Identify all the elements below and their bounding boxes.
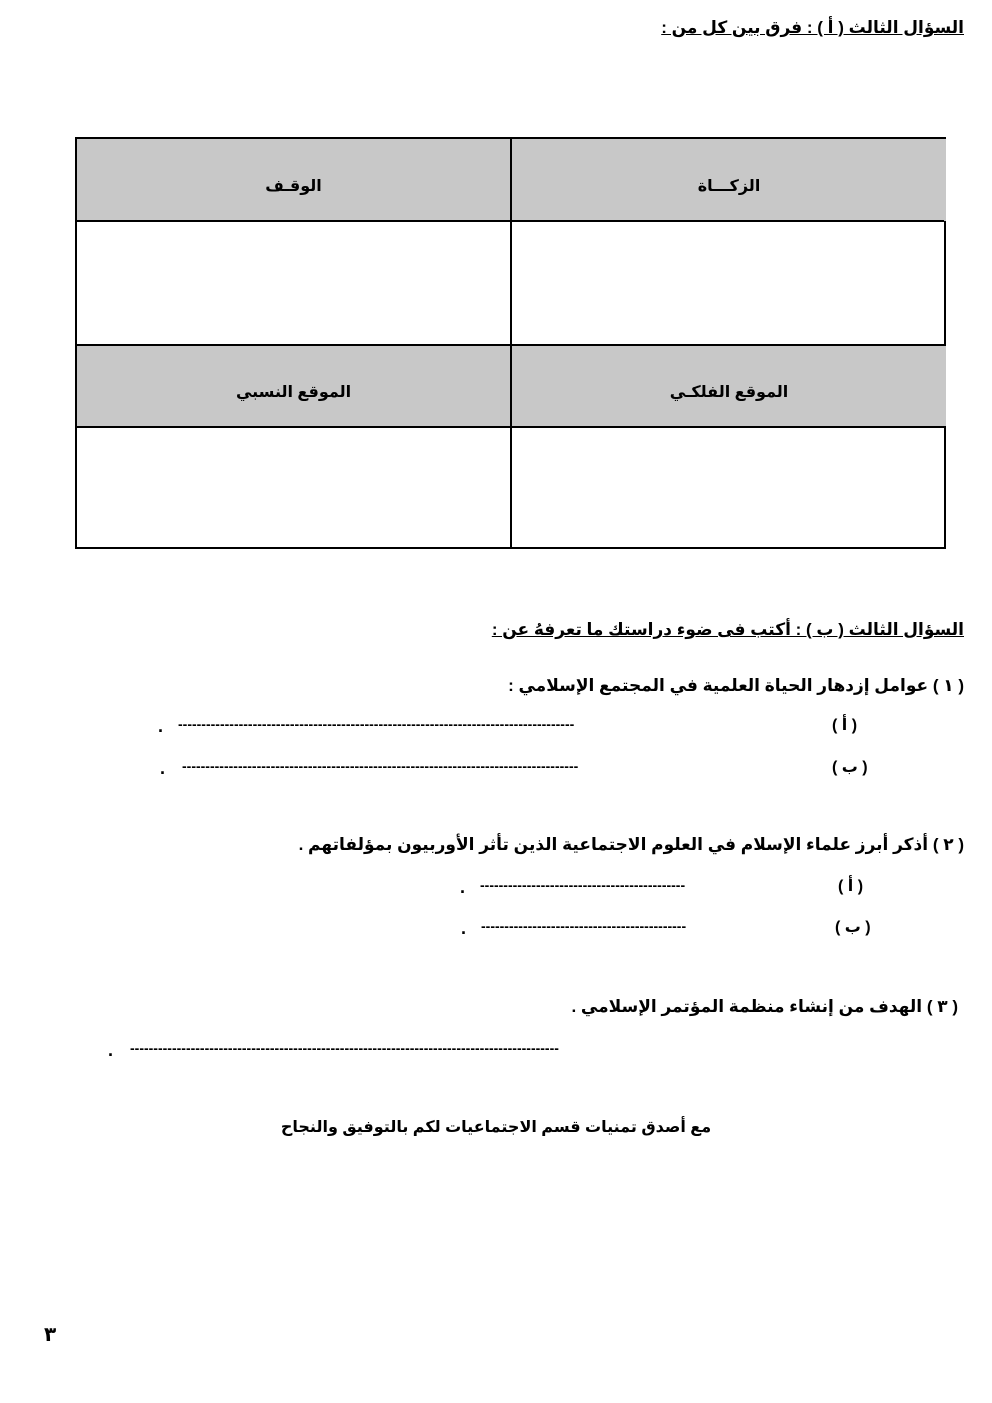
item2-b-period: . <box>461 918 467 938</box>
answer-cell-waqf[interactable] <box>77 222 510 344</box>
q3b-title: السؤال الثالث ( ب ) : أكتب فى ضوء دراستك ما تعرفهُ عن : <box>491 620 964 639</box>
item2-a-period: . <box>460 877 466 897</box>
q3a-title: السؤال الثالث ( أ ) : فرق بين كل من : <box>661 18 964 37</box>
item3-answer-line[interactable]: -------------------------------------------------------------------------------------------- <box>130 1040 559 1056</box>
item2-b-answer-line[interactable]: -------------------------------------------- <box>481 918 687 934</box>
q3b-item2-text: ( ٢ ) أذكر أبرز علماء الإسلام في العلوم الاجتماعية الذين تأثر الأوربيون بمؤلفاتهم . <box>298 835 964 854</box>
closing-message: مع أصدق تمنيات قسم الاجتماعيات لكم بالتوفيق والنجاح <box>280 1119 712 1136</box>
page-number: ٣ <box>44 1324 57 1346</box>
answer-cell-astronomical[interactable] <box>512 428 946 547</box>
header-zakat <box>512 139 946 221</box>
item1-a-label: ( أ ) <box>832 717 858 734</box>
item2-a-answer-line[interactable]: -------------------------------------------- <box>480 877 686 893</box>
table-column-divider <box>510 139 512 547</box>
item1-a-period: . <box>158 716 164 736</box>
comparison-table <box>75 137 946 549</box>
header-zakat-label: الزكـــاة <box>697 178 761 195</box>
header-waqf <box>77 139 510 221</box>
item2-b-label: ( ب ) <box>835 919 871 936</box>
answer-cell-relative[interactable] <box>77 428 510 547</box>
q3b-item3-text: ( ٣ ) الهدف من إنشاء منظمة المؤتمر الإسلامي . <box>571 997 958 1016</box>
header-relative-location <box>77 346 510 426</box>
answer-cell-zakat[interactable] <box>512 222 946 344</box>
header-relative-location-label: الموقع النسبي <box>235 384 352 401</box>
header-astronomical-location-label: الموقع الفلكـي <box>669 384 789 401</box>
header-astronomical-location <box>512 346 946 426</box>
header-waqf-label: الوقـف <box>265 178 322 195</box>
q3b-item1-text: ( ١ ) عوامل إزدهار الحياة العلمية في المجتمع الإسلامي : <box>508 676 964 695</box>
item1-a-answer-line[interactable]: ------------------------------------------------------------------------------------- <box>178 716 575 732</box>
item1-b-period: . <box>160 758 166 778</box>
item2-a-label: ( أ ) <box>838 878 864 895</box>
item1-b-answer-line[interactable]: ------------------------------------------------------------------------------------- <box>182 758 579 774</box>
item3-period: . <box>108 1040 114 1060</box>
item1-b-label: ( ب ) <box>832 759 868 776</box>
